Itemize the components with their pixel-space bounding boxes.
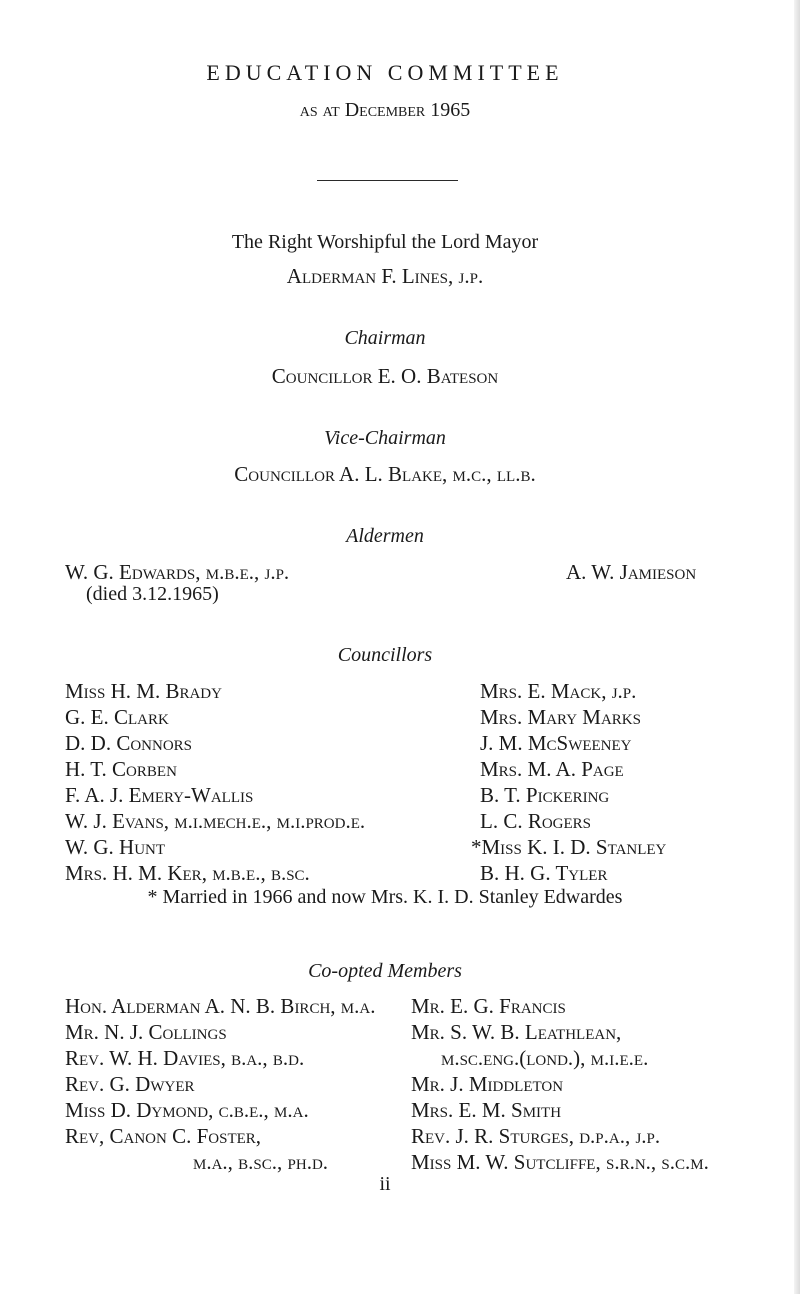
aldermen-heading: Aldermen	[346, 525, 424, 547]
councillor-left-item: Miss H. M. Brady	[65, 679, 222, 703]
coopted-left-item: m.a., b.sc., ph.d.	[193, 1150, 329, 1174]
coopted-left-item: Rev, Canon C. Foster,	[65, 1124, 262, 1148]
page-edge-shadow	[794, 0, 800, 1294]
councillor-right-item: Mrs. Mary Marks	[480, 705, 641, 729]
lord-mayor-name: Alderman F. Lines, j.p.	[286, 264, 484, 288]
coopted-right-item: Miss M. W. Sutcliffe, s.r.n., s.c.m.	[411, 1150, 709, 1174]
coopted-right-item: Rev. J. R. Sturges, d.p.a., j.p.	[411, 1124, 661, 1148]
alderman-left-name: W. G. Edwards, m.b.e., j.p.	[65, 560, 290, 584]
chairman-name: Councillor E. O. Bateson	[271, 364, 499, 388]
alderman-right-name: A. W. Jamieson	[566, 560, 697, 584]
coopted-left-item: Hon. Alderman A. N. B. Birch, m.a.	[65, 994, 376, 1018]
coopted-right-item: m.sc.eng.(lond.), m.i.e.e.	[441, 1046, 649, 1070]
divider-rule	[317, 180, 458, 181]
date-line: as at December 1965	[299, 99, 471, 121]
councillors-footnote: * Married in 1966 and now Mrs. K. I. D. Stanley Edwardes	[147, 886, 623, 908]
councillor-right-item: Mrs. M. A. Page	[480, 757, 624, 781]
vice-chairman-name: Councillor A. L. Blake, m.c., ll.b.	[234, 462, 536, 486]
councillor-right-item: J. M. McSweeney	[480, 731, 632, 755]
page-number: ii	[379, 1173, 391, 1195]
coopted-right-item: Mr. S. W. B. Leathlean,	[411, 1020, 622, 1044]
vice-chairman-heading: Vice-Chairman	[324, 427, 446, 449]
councillor-left-item: G. E. Clark	[65, 705, 169, 729]
councillor-right-item: B. T. Pickering	[480, 783, 610, 807]
coopted-left-item: Miss D. Dymond, c.b.e., m.a.	[65, 1098, 309, 1122]
coopted-right-item: Mr. E. G. Francis	[411, 994, 566, 1018]
coopted-right-item: Mr. J. Middleton	[411, 1072, 564, 1096]
chairman-heading: Chairman	[344, 327, 426, 349]
councillor-left-item: D. D. Connors	[65, 731, 193, 755]
councillor-right-item: L. C. Rogers	[480, 809, 592, 833]
councillor-left-item: W. J. Evans, m.i.mech.e., m.i.prod.e.	[65, 809, 366, 833]
lord-mayor-title: The Right Worshipful the Lord Mayor	[231, 231, 539, 253]
page-title: EDUCATION COMMITTEE	[206, 60, 564, 85]
alderman-left-note: (died 3.12.1965)	[86, 583, 219, 605]
councillor-right-item: B. H. G. Tyler	[480, 861, 608, 885]
coopted-right-item: Mrs. E. M. Smith	[411, 1098, 562, 1122]
coopted-left-item: Rev. W. H. Davies, b.a., b.d.	[65, 1046, 305, 1070]
coopted-heading: Co-opted Members	[308, 960, 462, 982]
councillor-left-item: W. G. Hunt	[65, 835, 166, 859]
councillor-right-item: Mrs. E. Mack, j.p.	[480, 679, 637, 703]
councillor-left-item: F. A. J. Emery-Wallis	[65, 783, 254, 807]
coopted-left-item: Rev. G. Dwyer	[65, 1072, 195, 1096]
councillor-left-item: Mrs. H. M. Ker, m.b.e., b.sc.	[65, 861, 310, 885]
coopted-left-item: Mr. N. J. Collings	[65, 1020, 227, 1044]
councillors-heading: Councillors	[337, 644, 433, 666]
councillor-left-item: H. T. Corben	[65, 757, 177, 781]
councillor-right-item: *Miss K. I. D. Stanley	[471, 835, 667, 859]
